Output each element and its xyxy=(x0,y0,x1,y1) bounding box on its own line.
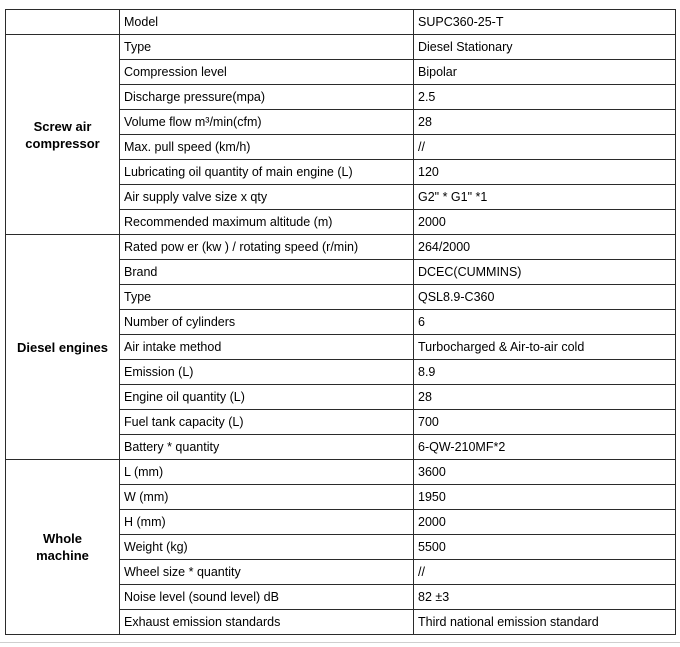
spec-value: Diesel Stationary xyxy=(414,35,676,60)
spec-label: H (mm) xyxy=(120,510,414,535)
spec-label: Air supply valve size x qty xyxy=(120,185,414,210)
spec-value: 264/2000 xyxy=(414,235,676,260)
spec-value: 5500 xyxy=(414,535,676,560)
spec-label: Battery * quantity xyxy=(120,435,414,460)
group-label: Screw air compressor xyxy=(6,35,120,235)
spec-value: Turbocharged & Air-to-air cold xyxy=(414,335,676,360)
table-row xyxy=(6,235,676,260)
header-blank-cell xyxy=(6,10,120,35)
spec-label: Wheel size * quantity xyxy=(120,560,414,585)
spec-label: L (mm) xyxy=(120,460,414,485)
table-row xyxy=(6,460,676,485)
spec-value: 2000 xyxy=(414,210,676,235)
spec-label: Fuel tank capacity (L) xyxy=(120,410,414,435)
spec-label: Type xyxy=(120,285,414,310)
table-row xyxy=(6,35,676,60)
spec-value: // xyxy=(414,135,676,160)
spec-value: 2000 xyxy=(414,510,676,535)
spec-label: Exhaust emission standards xyxy=(120,610,414,635)
model-value: SUPC360-25-T xyxy=(414,10,676,35)
spec-label: Noise level (sound level) dB xyxy=(120,585,414,610)
spec-label: Type xyxy=(120,35,414,60)
spec-label: Compression level xyxy=(120,60,414,85)
group-label: Diesel engines xyxy=(6,235,120,460)
spec-label: Discharge pressure(mpa) xyxy=(120,85,414,110)
spec-value: Bipolar xyxy=(414,60,676,85)
spec-value: 82 ±3 xyxy=(414,585,676,610)
spec-value: G2" * G1" *1 xyxy=(414,185,676,210)
spec-label: Engine oil quantity (L) xyxy=(120,385,414,410)
spec-value: 700 xyxy=(414,410,676,435)
spec-value: 3600 xyxy=(414,460,676,485)
spec-label: W (mm) xyxy=(120,485,414,510)
group-label: Whole machine xyxy=(6,460,120,635)
spec-value: 6 xyxy=(414,310,676,335)
spec-value: 2.5 xyxy=(414,85,676,110)
spec-value: 6-QW-210MF*2 xyxy=(414,435,676,460)
spec-value: 120 xyxy=(414,160,676,185)
spec-label: Brand xyxy=(120,260,414,285)
spec-value: DCEC(CUMMINS) xyxy=(414,260,676,285)
table-row xyxy=(6,10,676,35)
spec-value: // xyxy=(414,560,676,585)
spec-label: Emission (L) xyxy=(120,360,414,385)
spec-value: Third national emission standard xyxy=(414,610,676,635)
model-label: Model xyxy=(120,10,414,35)
spec-label: Rated pow er (kw ) / rotating speed (r/min) xyxy=(120,235,414,260)
spec-label: Weight (kg) xyxy=(120,535,414,560)
spec-label: Air intake method xyxy=(120,335,414,360)
spec-label: Number of cylinders xyxy=(120,310,414,335)
spec-value: 28 xyxy=(414,110,676,135)
spec-table-body xyxy=(6,10,676,635)
spec-table xyxy=(5,9,676,635)
spec-label: Volume flow m³/min(cfm) xyxy=(120,110,414,135)
spec-label: Recommended maximum altitude (m) xyxy=(120,210,414,235)
bottom-divider xyxy=(0,642,680,643)
spec-label: Max. pull speed (km/h) xyxy=(120,135,414,160)
spec-label: Lubricating oil quantity of main engine (L) xyxy=(120,160,414,185)
spec-value: 1950 xyxy=(414,485,676,510)
spec-value: 28 xyxy=(414,385,676,410)
spec-value: QSL8.9-C360 xyxy=(414,285,676,310)
spec-value: 8.9 xyxy=(414,360,676,385)
